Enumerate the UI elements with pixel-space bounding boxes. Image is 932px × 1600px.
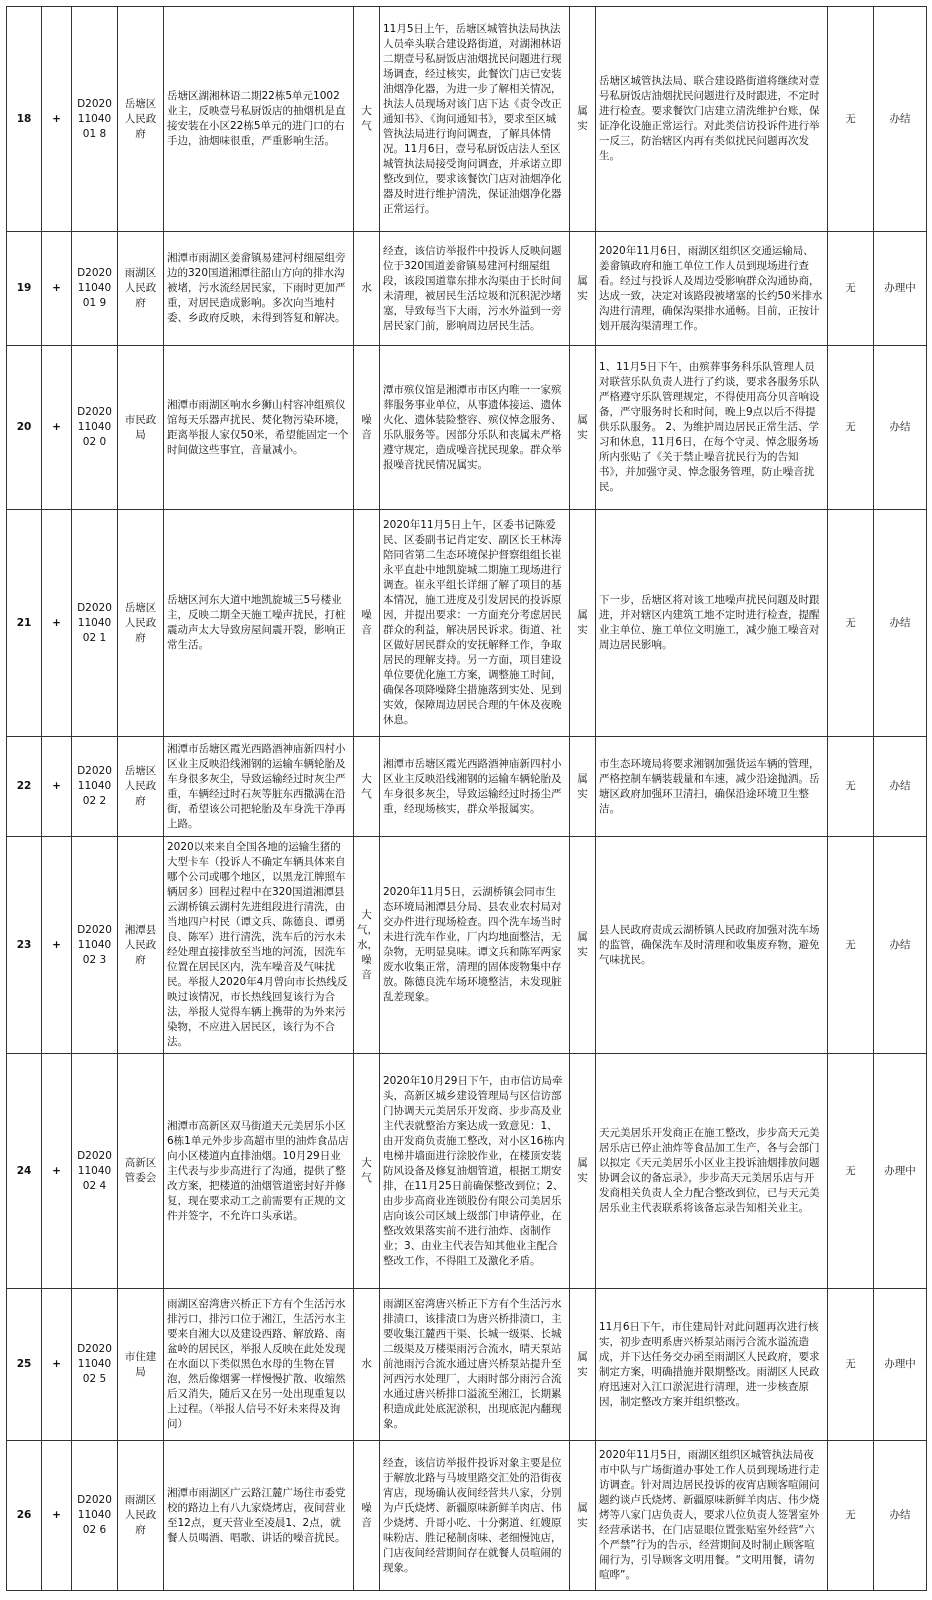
investigation-result: 11月5日上午，岳塘区城管执法局执法人员牵头联合建设路街道，对湖湘林语二期壹号私厨饭店油烟扰民问题进行现场调查，经过核实，此餐饮门店已安装油烟净化器，为进一步了解相关情况，执法人员现场对该门店下达《责令改正通知书》、《询问通知书》，要求至区城管执法局进行询问调查，了解具体情况。11月6日，壹号私厨饭店法人至区城管执法局接受询问调查，并承诺立即整改到位，要求该餐饮门店对油烟净化器及时进行维护清洗，保证油烟净化器正常运行。 [380,7,570,232]
row-seq: 20 [7,346,42,510]
row-seq: 24 [7,1054,42,1289]
expand-row-button[interactable]: + [42,1441,72,1591]
status-cell: 办理中 [874,1289,927,1441]
row-seq: 19 [7,232,42,346]
table-row [7,1441,927,1591]
case-id: D20201104002 0 [72,346,118,510]
accountability: 无 [828,737,874,837]
table-row [7,737,927,837]
accountability: 无 [828,232,874,346]
row-seq: 25 [7,1289,42,1441]
row-seq: 21 [7,510,42,737]
complaint-content: 岳塘区河东大道中地凯旋城三5号楼业主，反映二期全天施工噪声扰民，打桩震动声太大导致房屋间震开裂，影响正常生活。 [164,510,354,737]
expand-row-button[interactable]: + [42,232,72,346]
responsible-unit: 市民政局 [118,346,164,510]
handling-result: 2020年11月6日，雨湖区组织区交通运输局、姜畲镇政府和施工单位工作人员到现场进行查看。经过与投诉人及周边受影响群众沟通协商，达成一致，决定对该路段被堵塞的长约50米排水沟进行清理，确保沟渠排水通畅。目前，正按计划开展沟渠清理工作。 [596,232,828,346]
complaint-content: 湘潭市雨湖区姜畲镇易建河村细屋组旁边的320国道湘潭往韶山方向的排水沟被堵，污水流经居民家，下雨时更加严重，对居民造成影响。多次向当地村委、乡政府反映，未得到答复和解决。 [164,232,354,346]
case-id: D20201104002 5 [72,1289,118,1441]
table-row [7,1054,927,1289]
table-row [7,346,927,510]
status-cell: 办理中 [874,232,927,346]
complaint-content: 湘潭市雨湖区广云路江麓广场往市委党校的路边上有八九家烧烤店，夜间营业至12点，夏天营业至凌晨1、2点，就餐人员喝酒、唱歌、讲话的噪音扰民。 [164,1441,354,1591]
investigation-result: 湘潭市岳塘区霞光西路酒神庙新四村小区业主反映沿线湘钢的运输车辆轮胎及车身很多灰尘，导致运输经过时扬尘严重，经现场核实，群众举报属实。 [380,737,570,837]
accountability: 无 [828,346,874,510]
pollution-type: 噪音 [354,346,380,510]
pollution-type: 噪音 [354,1441,380,1591]
investigation-result: 经查，该信访举报件投诉对象主要是位于解放北路与马坡里路交汇处的沿街夜宵店，现场确认夜间经营共八家，分别为卢氏烧烤、新疆原味新鲜羊肉店、伟少烧烤、升哥小吃、十分粥道、红嫂原味粉店、胜记秘制卤味、老细慢饨店，门店夜间经营期间存在就餐人员喧闹的现象。 [380,1441,570,1591]
case-id: D20201104002 1 [72,510,118,737]
pollution-type: 噪音 [354,510,380,737]
pollution-type: 大气 [354,7,380,232]
expand-row-button[interactable]: + [42,837,72,1054]
status-cell: 办理中 [874,1054,927,1289]
responsible-unit: 市住建局 [118,1289,164,1441]
pollution-type: 水 [354,1289,380,1441]
row-seq: 23 [7,837,42,1054]
case-id: D20201104002 3 [72,837,118,1054]
status-cell: 办结 [874,737,927,837]
expand-row-button[interactable]: + [42,1289,72,1441]
row-seq: 26 [7,1441,42,1591]
case-id: D20201104002 6 [72,1441,118,1591]
verification-result: 属实 [570,346,596,510]
handling-result: 2020年11月5日，雨湖区组织区城管执法局夜市中队与广场街道办事处工作人员到现场进行走访调查。针对周边居民投诉的夜宵店顾客喧闹问题约谈卢氏烧烤、新疆原味新鲜羊肉店、伟少烧烤等八家门店负责人，要求八位负责人签署室外经营承诺书，在门店显眼位置张贴室外经营“六个严禁”行为的告示，经营期间及时制止顾客喧闹行为，引导顾客文明用餐。“文明用餐，请勿喧哗”。 [596,1441,828,1591]
responsible-unit: 岳塘区人民政府 [118,737,164,837]
verification-result: 属实 [570,7,596,232]
complaint-content: 雨湖区窑湾唐兴桥正下方有个生活污水排污口，排污口位于湘江，生活污水主要来自湘大以及建设西路、解放路、南盆岭的居民区，举报人反映在此处发现在水面以下类似黑色水母的生物在冒泡，然后像烟雾一样慢慢扩散、收缩然后又消失，随后又在另一处出现重复以上过程。（举报人信号不好未来得及询问） [164,1289,354,1441]
investigation-result: 潭市殡仪馆是湘潭市市区内唯一一家殡葬服务事业单位，从事遗体接运、遗体火化、遗体装险整容、殡仪悼念服务、乐队服务等。因部分乐队和丧属未严格遵守规定，造成噪音扰民现象。群众举报噪音扰民情况属实。 [380,346,570,510]
row-seq: 22 [7,737,42,837]
expand-row-button[interactable]: + [42,1054,72,1289]
expand-row-button[interactable]: + [42,346,72,510]
complaint-content: 湘潭市岳塘区霞光西路酒神庙新四村小区业主反映沿线湘钢的运输车辆轮胎及车身很多灰尘，导致运输经过时灰尘严重，车辆经过时石灰等脏东西撒满在沿街，希望该公司把轮胎及车身洗干净再上路。 [164,737,354,837]
investigation-result: 经查，该信访举报件中投诉人反映问题位于320国道姜畲镇易建河村细屋组段，该段国道靠东排水沟渠由于长时间未清理，被居民生活垃圾和沉积泥沙堵塞，导致每当下大雨，污水外溢到一旁居民家门前，影响周边居民生活。 [380,232,570,346]
verification-result: 属实 [570,837,596,1054]
complaint-content: 湘潭市高新区双马街道天元美居乐小区6栋1单元外步步高超市里的油炸食品店向小区楼道内直排油烟。10月29日业主代表与步步高进行了沟通，提供了整改方案，把楼道的油烟管道密封好并修复，现在要求动工之前需要有正规的文件并签字，不允许口头承诺。 [164,1054,354,1289]
investigation-result: 2020年10月29日下午，由市信访局牵头，高新区城乡建设管理局与区信访部门协调天元美居乐开发商、步步高及业主代表就整治方案达成一致意见：1、由开发商负责施工整改，对小区16栋内电梯井墙面进行涂胶作业，在楼顶安装防风设备及修复油烟管道，根据工期安排，在11月25日前确保整改到位；2、由步步高商业连锁股份有限公司美居乐店向该公司区域上级部门申请停业，在整改效果落实前不进行油炸、卤制作业；3、由业主代表告知其他业主配合整改工作，不得阻工及激化矛盾。 [380,1054,570,1289]
case-id: D20201104002 4 [72,1054,118,1289]
accountability: 无 [828,510,874,737]
investigation-result: 雨湖区窑湾唐兴桥正下方有个生活污水排渍口，该排渍口为唐兴桥排渍口，主要收集江麓西干渠、长城一级渠、长城二级渠及万楼渠雨污合流水，晴天泵站前池雨污合流水通过唐兴桥泵站提升至河西污水处理厂，大雨时部分雨污合流水通过唐兴桥排口溢流至湘江，长期累积造成此处底泥淤积，出现底泥内翻现象。 [380,1289,570,1441]
verification-result: 属实 [570,1054,596,1289]
expand-row-button[interactable]: + [42,737,72,837]
accountability: 无 [828,1054,874,1289]
table-body [7,7,927,1591]
status-cell: 办结 [874,837,927,1054]
investigation-result: 2020年11月5日上午，区委书记陈爱民、区委副书记肖定安、副区长王林涛陪同省第二生态环境保护督察组组长崔永平直赴中地凯旋城二期施工现场进行调查。崔永平组长详细了解了项目的基本情况，施工进度及引发居民的投诉原因，并提出要求：一方面充分考虑居民群众的利益，解决居民诉求。街道、社区做好居民群众的安抚解释工作，争取居民的理解支持。另一方面，项目建设单位要优化施工方案，调整施工时间，确保各项降噪降尘措施落到实处、见到实效，保障周边居民合理的午休及夜晚休息。 [380,510,570,737]
responsible-unit: 雨湖区人民政府 [118,1441,164,1591]
complaint-table [6,6,927,1591]
pollution-type: 大气 [354,737,380,837]
status-cell: 办结 [874,346,927,510]
handling-result: 天元美居乐开发商正在施工整改，步步高天元美居乐店已停止油炸等食品加工生产，各与会部门以拟定《天元美居乐小区业主投诉油烟排放问题协调会议的备忘录》，步步高天元美居乐店与开发商相关负责人全力配合整改到位，已与天元美居乐业主代表联系将该备忘录告知相关业主。 [596,1054,828,1289]
complaint-content: 岳塘区湖湘林语二期22栋5单元1002业主，反映壹号私厨饭店的抽烟机是直接安装在小区22栋5单元的进门口的右手边，油烟味很重，严重影响生活。 [164,7,354,232]
handling-result: 县人民政府责成云湖桥镇人民政府加强对洗车场的监管，确保洗车及时清理和收集废弃物，避免气味扰民。 [596,837,828,1054]
accountability: 无 [828,7,874,232]
handling-result: 下一步，岳塘区将对该工地噪声扰民问题及时跟进，并对辖区内建筑工地不定时进行检查，提醒业主单位、施工单位文明施工，减少施工噪音对周边居民影响。 [596,510,828,737]
status-cell: 办结 [874,510,927,737]
table-row [7,837,927,1054]
responsible-unit: 湘潭县人民政府 [118,837,164,1054]
verification-result: 属实 [570,1441,596,1591]
case-id: D20201104001 9 [72,232,118,346]
table-row [7,510,927,737]
status-cell: 办结 [874,7,927,232]
accountability: 无 [828,837,874,1054]
responsible-unit: 岳塘区人民政府 [118,7,164,232]
handling-result: 市生态环境局将要求湘钢加强货运车辆的管理，严格控制车辆装载量和车速，减少沿途抛洒。岳塘区政府加强环卫清扫，确保沿途环境卫生整洁。 [596,737,828,837]
verification-result: 属实 [570,510,596,737]
row-seq: 18 [7,7,42,232]
case-id: D20201104002 2 [72,737,118,837]
expand-row-button[interactable]: + [42,510,72,737]
complaint-content: 湘潭市雨湖区响水乡狮山村容冲组殡仪馆每天乐器声扰民、焚化物污染环境，距离举报人家仅50米，希望能固定一个时间做这些事宜，音量减小。 [164,346,354,510]
table-row [7,7,927,232]
pollution-type: 大气，水，噪音 [354,837,380,1054]
handling-result: 岳塘区城管执法局、联合建设路街道将继续对壹号私厨饭店油烟扰民问题进行及时跟进，不定时进行检查。要求餐饮门店建立清洗维护台账，保证净化设施正常运行。对此类信访投诉件进行举一反三，防治辖区内再有类似扰民问题再次发生。 [596,7,828,232]
responsible-unit: 岳塘区人民政府 [118,510,164,737]
verification-result: 属实 [570,232,596,346]
handling-result: 11月6日下午，市住建局针对此问题再次进行核实，初步查明系唐兴桥泵站雨污合流水溢流造成，并下达任务交办函至雨湖区人民政府，要求制定方案，明确措施并限期整改。雨湖区人民政府迅速对入江口淤泥进行清理，进一步核查原因，制定整改方案并组织整改。 [596,1289,828,1441]
table-row [7,232,927,346]
case-id: D20201104001 8 [72,7,118,232]
expand-row-button[interactable]: + [42,7,72,232]
handling-result: 1、11月5日下午，由殡葬事务科乐队管理人员对联营乐队负责人进行了约谈，要求各服务乐队严格遵守乐队管理规定，不得使用高分贝音响设备，严守服务时长和时间，晚上9点以后不得提供乐队服务。 2、为维护周边居民正常生活、学习和休息，11月6日，在每个守灵、悼念服务场所内张贴了《关于禁止噪音扰民行为的告知书》，并加强守灵、悼念服务管理，防止噪音扰民。 [596,346,828,510]
responsible-unit: 高新区管委会 [118,1054,164,1289]
pollution-type: 大气 [354,1054,380,1289]
table-row [7,1289,927,1441]
verification-result: 属实 [570,1289,596,1441]
investigation-result: 2020年11月5日，云湖桥镇会同市生态环境局湘潭县分局、县农业农村局对交办件进行现场检查。四个洗车场当时未进行洗车作业，厂内均地面整洁，无杂物，无明显臭味。谭文兵和陈军两家废水收集正常，清理的固体废物集中存放。陈德良洗车场环境整洁，未发现脏乱差现象。 [380,837,570,1054]
complaint-content: 2020以来来自全国各地的运输生猪的大型卡车（投诉人不确定车辆具体来自哪个公司或哪个地区，以黑龙江牌照车辆居多）回程过程中在320国道湘潭县云湖桥镇云湖村先进组段进行清洗，由当地四户村民（谭文兵、陈德良、谭勇良、陈军）进行清洗，洗车后的污水未经处理直接排放至当地的河流，因洗车位置在居民区内，洗车噪音及气味扰民。举报人2020年4月曾向市长热线反映过该情况，市长热线回复该行为合法，举报人觉得车辆上携带的为外来污染物，不应进入居民区，该行为不合法。 [164,837,354,1054]
accountability: 无 [828,1289,874,1441]
responsible-unit: 雨湖区人民政府 [118,232,164,346]
accountability: 无 [828,1441,874,1591]
pollution-type: 水 [354,232,380,346]
status-cell: 办结 [874,1441,927,1591]
verification-result: 属实 [570,737,596,837]
